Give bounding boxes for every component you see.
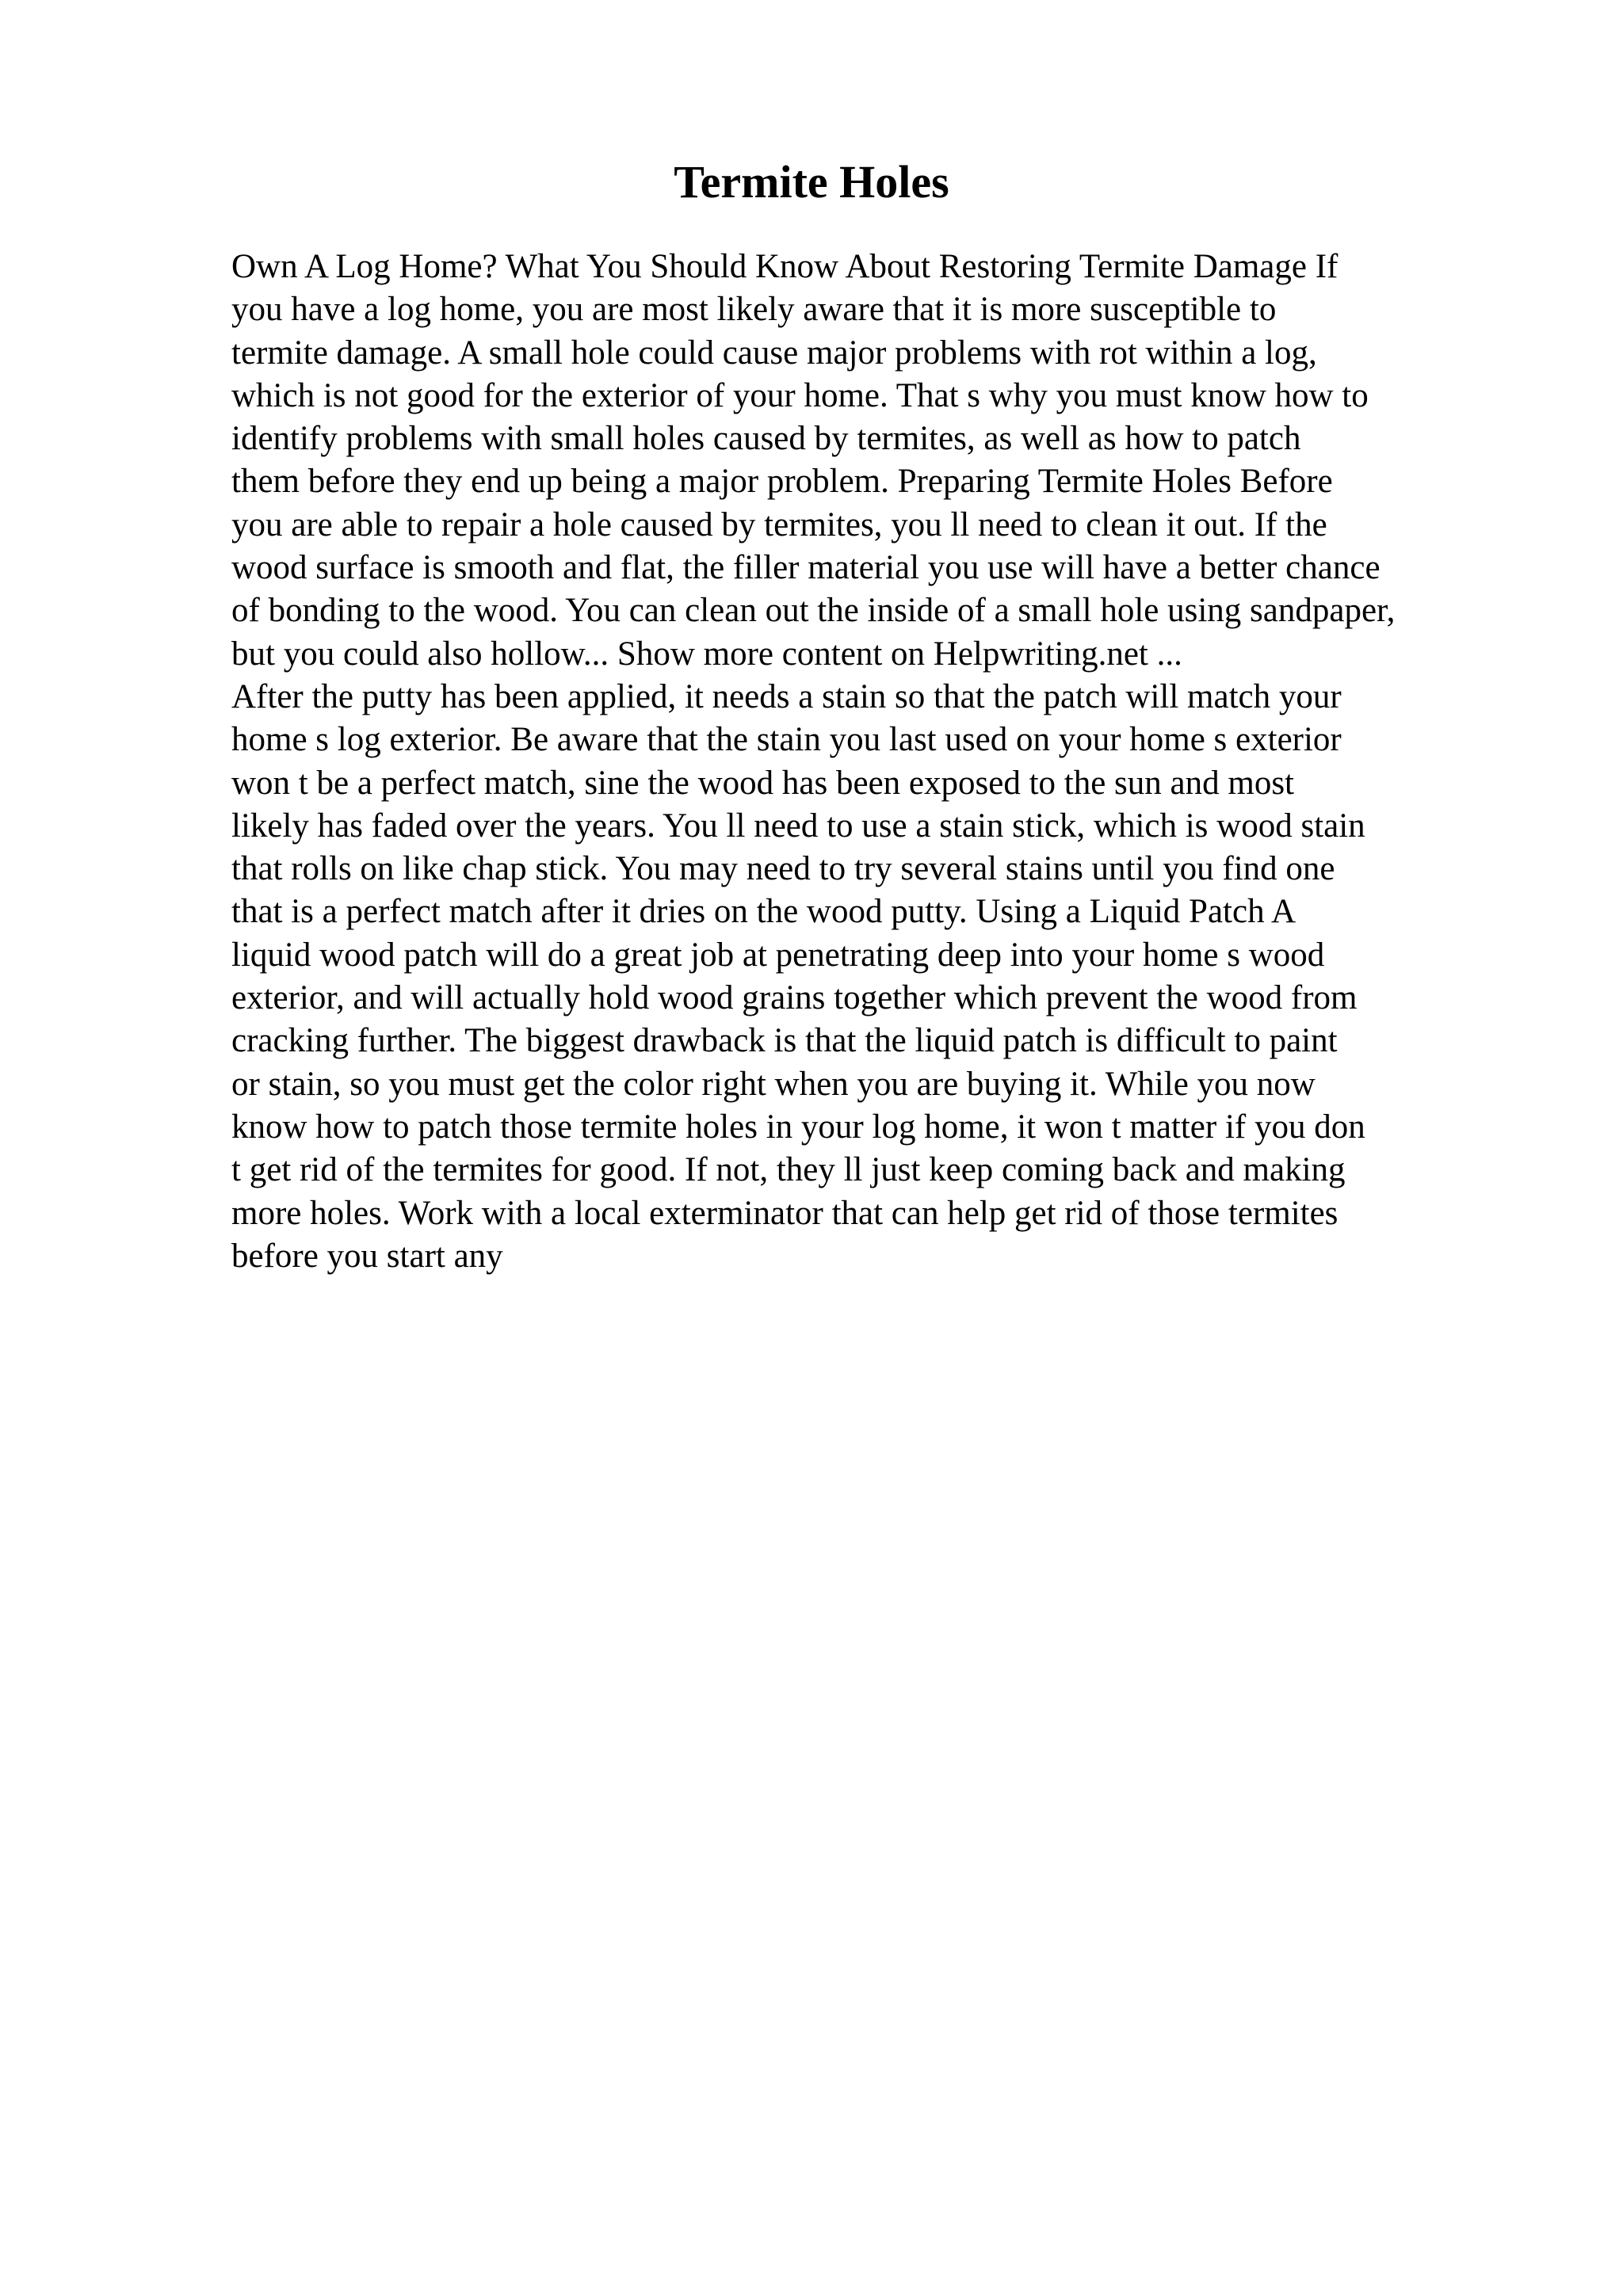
body-line: of bonding to the wood. You can clean out the inside of a small hole using sandpaper, <box>231 592 1396 630</box>
body-line: but you could also hollow... Show more content on Helpwriting.net ... <box>231 635 1182 673</box>
body-line: liquid wood patch will do a great job at penetrating deep into your home s wood <box>231 936 1325 974</box>
document-title: Termite Holes <box>674 156 949 208</box>
body-line: know how to patch those termite holes in your log home, it won t matter if you don <box>231 1108 1365 1146</box>
body-line: you are able to repair a hole caused by termites, you ll need to clean it out. If the <box>231 505 1327 543</box>
body-line: t get rid of the termites for good. If not, they ll just keep coming back and making <box>231 1151 1346 1189</box>
body-line: identify problems with small holes caused by termites, as well as how to patch <box>231 420 1301 458</box>
body-line: wood surface is smooth and flat, the filler material you use will have a better chance <box>231 549 1381 587</box>
document-body <box>231 246 1515 1278</box>
body-line: exterior, and will actually hold wood grains together which prevent the wood from <box>231 979 1358 1017</box>
body-line: likely has faded over the years. You ll need to use a stain stick, which is wood stain <box>231 807 1365 845</box>
body-line: cracking further. The biggest drawback is that the liquid patch is difficult to paint <box>231 1022 1338 1060</box>
body-line: you have a log home, you are most likely aware that it is more susceptible to <box>231 291 1277 329</box>
body-line: After the putty has been applied, it needs a stain so that the patch will match your <box>231 677 1342 715</box>
body-line: them before they end up being a major problem. Preparing Termite Holes Before <box>231 463 1333 501</box>
body-line: or stain, so you must get the color right when you are buying it. While you now <box>231 1065 1316 1103</box>
body-line: which is not good for the exterior of your home. That s why you must know how to <box>231 376 1369 414</box>
body-line: home s log exterior. Be aware that the stain you last used on your home s exterior <box>231 721 1342 759</box>
body-line: won t be a perfect match, sine the wood has been exposed to the sun and most <box>231 764 1294 802</box>
body-line: before you start any <box>231 1237 503 1275</box>
body-line: that is a perfect match after it dries on the wood putty. Using a Liquid Patch A <box>231 893 1296 931</box>
body-line: Own A Log Home? What You Should Know About Restoring Termite Damage If <box>231 248 1338 285</box>
body-line: that rolls on like chap stick. You may need to try several stains until you find one <box>231 850 1335 888</box>
body-line: termite damage. A small hole could cause major problems with rot within a log, <box>231 334 1317 372</box>
body-line: more holes. Work with a local exterminator that can help get rid of those termites <box>231 1194 1338 1232</box>
